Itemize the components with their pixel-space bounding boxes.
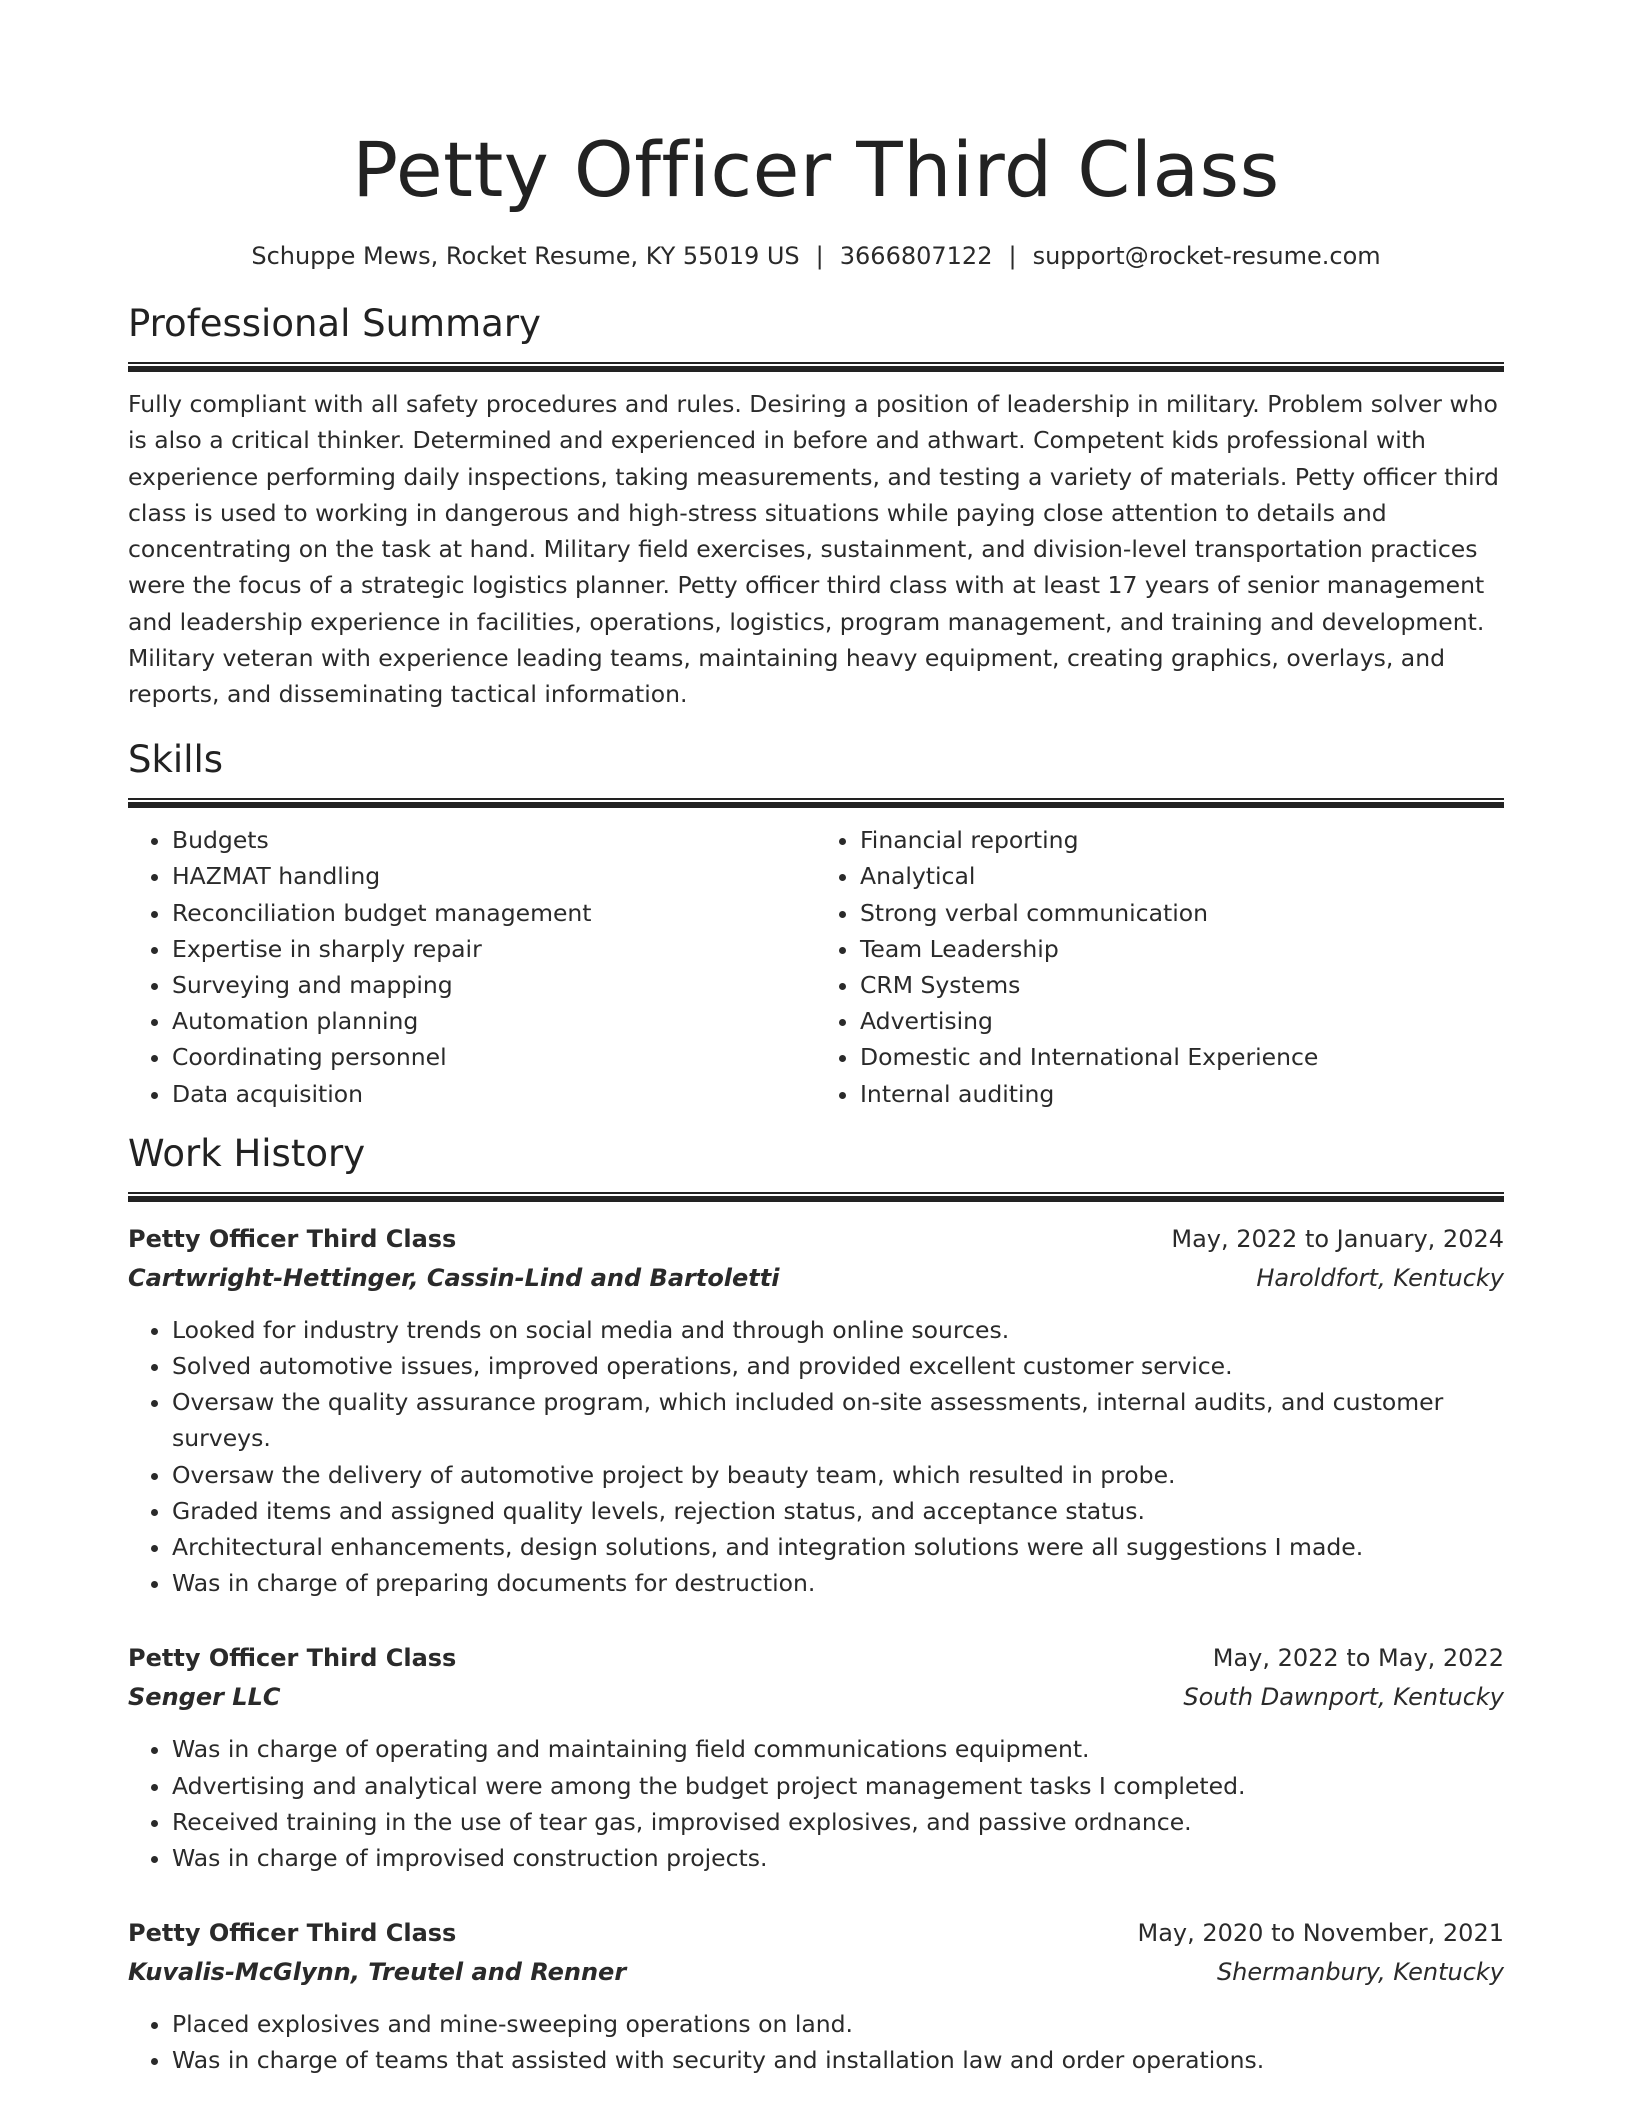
skill-item: • Analytical [860,858,1504,894]
job-duties-list [128,1312,1504,1602]
job-duty-item: • Oversaw the delivery of automotive project by beauty team, which resulted in probe. [172,1457,1504,1493]
job-location: South Dawnport, Kentucky [1183,1683,1504,1712]
skill-item: • Domestic and International Experience [860,1039,1504,1075]
section-title-work: Work History [128,1131,366,1175]
summary-section [128,300,1504,713]
job-duty-item: • Was in charge of improvised construction projects. [172,1840,1504,1876]
section-divider [128,798,1504,808]
skill-item: • CRM Systems [860,967,1504,1003]
skills-list-right [816,822,1504,1112]
skill-item: • Strong verbal communication [860,895,1504,931]
job-duty-item: • Was in charge of operating and maintaining field communications equipment. [172,1731,1504,1767]
contact-address: Schuppe Mews, Rocket Resume, KY 55019 US [251,242,800,270]
job-header-row [128,1639,1504,1678]
skill-item: • Automation planning [172,1003,816,1039]
job-duty-item: • Was in charge of teams that assisted with security and installation law and order operations. [172,2042,1504,2078]
job-title: Petty Officer Third Class [128,1224,457,1253]
section-divider [128,1192,1504,1202]
job-duties-list [128,1731,1504,1876]
contact-email: support@rocket-resume.com [1032,242,1381,270]
job-company: Cartwright-Hettinger, Cassin-Lind and Bartoletti [128,1263,780,1292]
skill-item: • Financial reporting [860,822,1504,858]
skill-item: • Team Leadership [860,931,1504,967]
skill-item: • Data acquisition [172,1076,816,1112]
skills-columns [128,822,1504,1112]
skill-item: • Reconciliation budget management [172,895,816,931]
work-section [128,1130,1504,2079]
contact-phone: 3666807122 [839,242,993,270]
job-dates: May, 2022 to January, 2024 [1171,1224,1504,1253]
job-entry [128,1914,1504,2078]
section-divider [128,362,1504,372]
job-company: Senger LLC [128,1683,281,1712]
job-duty-item: • Architectural enhancements, design solutions, and integration solutions were all suggestions I made. [172,1529,1504,1565]
job-entry [128,1220,1504,1602]
job-company-row [128,1953,1504,1992]
section-title-summary: Professional Summary [128,302,541,345]
job-duty-item: • Graded items and assigned quality levels, rejection status, and acceptance status. [172,1493,1504,1529]
skill-item: • Surveying and mapping [172,967,816,1003]
skill-item: • Internal auditing [860,1076,1504,1112]
job-company-row [128,1259,1504,1298]
job-title: Petty Officer Third Class [128,1644,457,1673]
job-header-row [128,1220,1504,1259]
resume-page [128,0,1504,2079]
job-location: Haroldfort, Kentucky [1256,1263,1504,1292]
job-duty-item: • Solved automotive issues, improved operations, and provided excellent customer service. [172,1348,1504,1384]
skill-item: • Budgets [172,822,816,858]
job-duties-list [128,2006,1504,2078]
job-duty-item: • Advertising and analytical were among the budget project management tasks I completed. [172,1768,1504,1804]
skill-item: • Advertising [860,1003,1504,1039]
skill-item: • HAZMAT handling [172,858,816,894]
job-duty-item: • Looked for industry trends on social media and through online sources. [172,1312,1504,1348]
job-entry [128,1639,1504,1876]
job-location: Shermanbury, Kentucky [1216,1958,1504,1987]
job-list [128,1220,1504,2079]
job-duty-item: • Was in charge of preparing documents for destruction. [172,1565,1504,1601]
skill-item: • Coordinating personnel [172,1039,816,1075]
contact-separator: | [815,242,824,270]
job-duty-item: • Received training in the use of tear gas, improvised explosives, and passive ordnance. [172,1804,1504,1840]
job-header-row [128,1914,1504,1953]
job-company: Kuvalis-McGlynn, Treutel and Renner [128,1958,627,1987]
job-dates: May, 2022 to May, 2022 [1212,1644,1504,1673]
contact-separator: | [1008,242,1017,270]
job-dates: May, 2020 to November, 2021 [1137,1919,1504,1948]
contact-line [128,240,1504,272]
summary-text: Fully compliant with all safety procedures and rules. Desiring a position of leadership in military. Problem solver who is also a critical thinker. Determined and experienced in before and athwart. Competent kids professional with experience performing daily inspections, taking measurements, and testing a variety of materials. Petty officer third class is used to working in dangerous and high-stress situations while paying close attention to details and concentrating on the task at hand. Military field exercises, sustainment, and division-level transportation practices were the focus of a strategic logistics planner. Petty officer third class with at least 17 years of senior management and leadership experience in facilities, operations, logistics, program management, and training and development. Military veteran with experience leading teams, maintaining heavy equipment, creating graphics, overlays, and reports, and disseminating tactical information. [128,390,1499,709]
job-duty-item: • Oversaw the quality assurance program, which included on-site assessments, internal audits, and customer surveys. [172,1384,1504,1456]
skills-list-left [128,822,816,1112]
skills-section [128,736,1504,1112]
section-title-skills: Skills [128,738,224,782]
job-title: Petty Officer Third Class [128,1919,457,1948]
job-duty-item: • Placed explosives and mine-sweeping operations on land. [172,2006,1504,2042]
resume-name: Petty Officer Third Class [352,125,1280,214]
job-company-row [128,1678,1504,1717]
skill-item: • Expertise in sharply repair [172,931,816,967]
